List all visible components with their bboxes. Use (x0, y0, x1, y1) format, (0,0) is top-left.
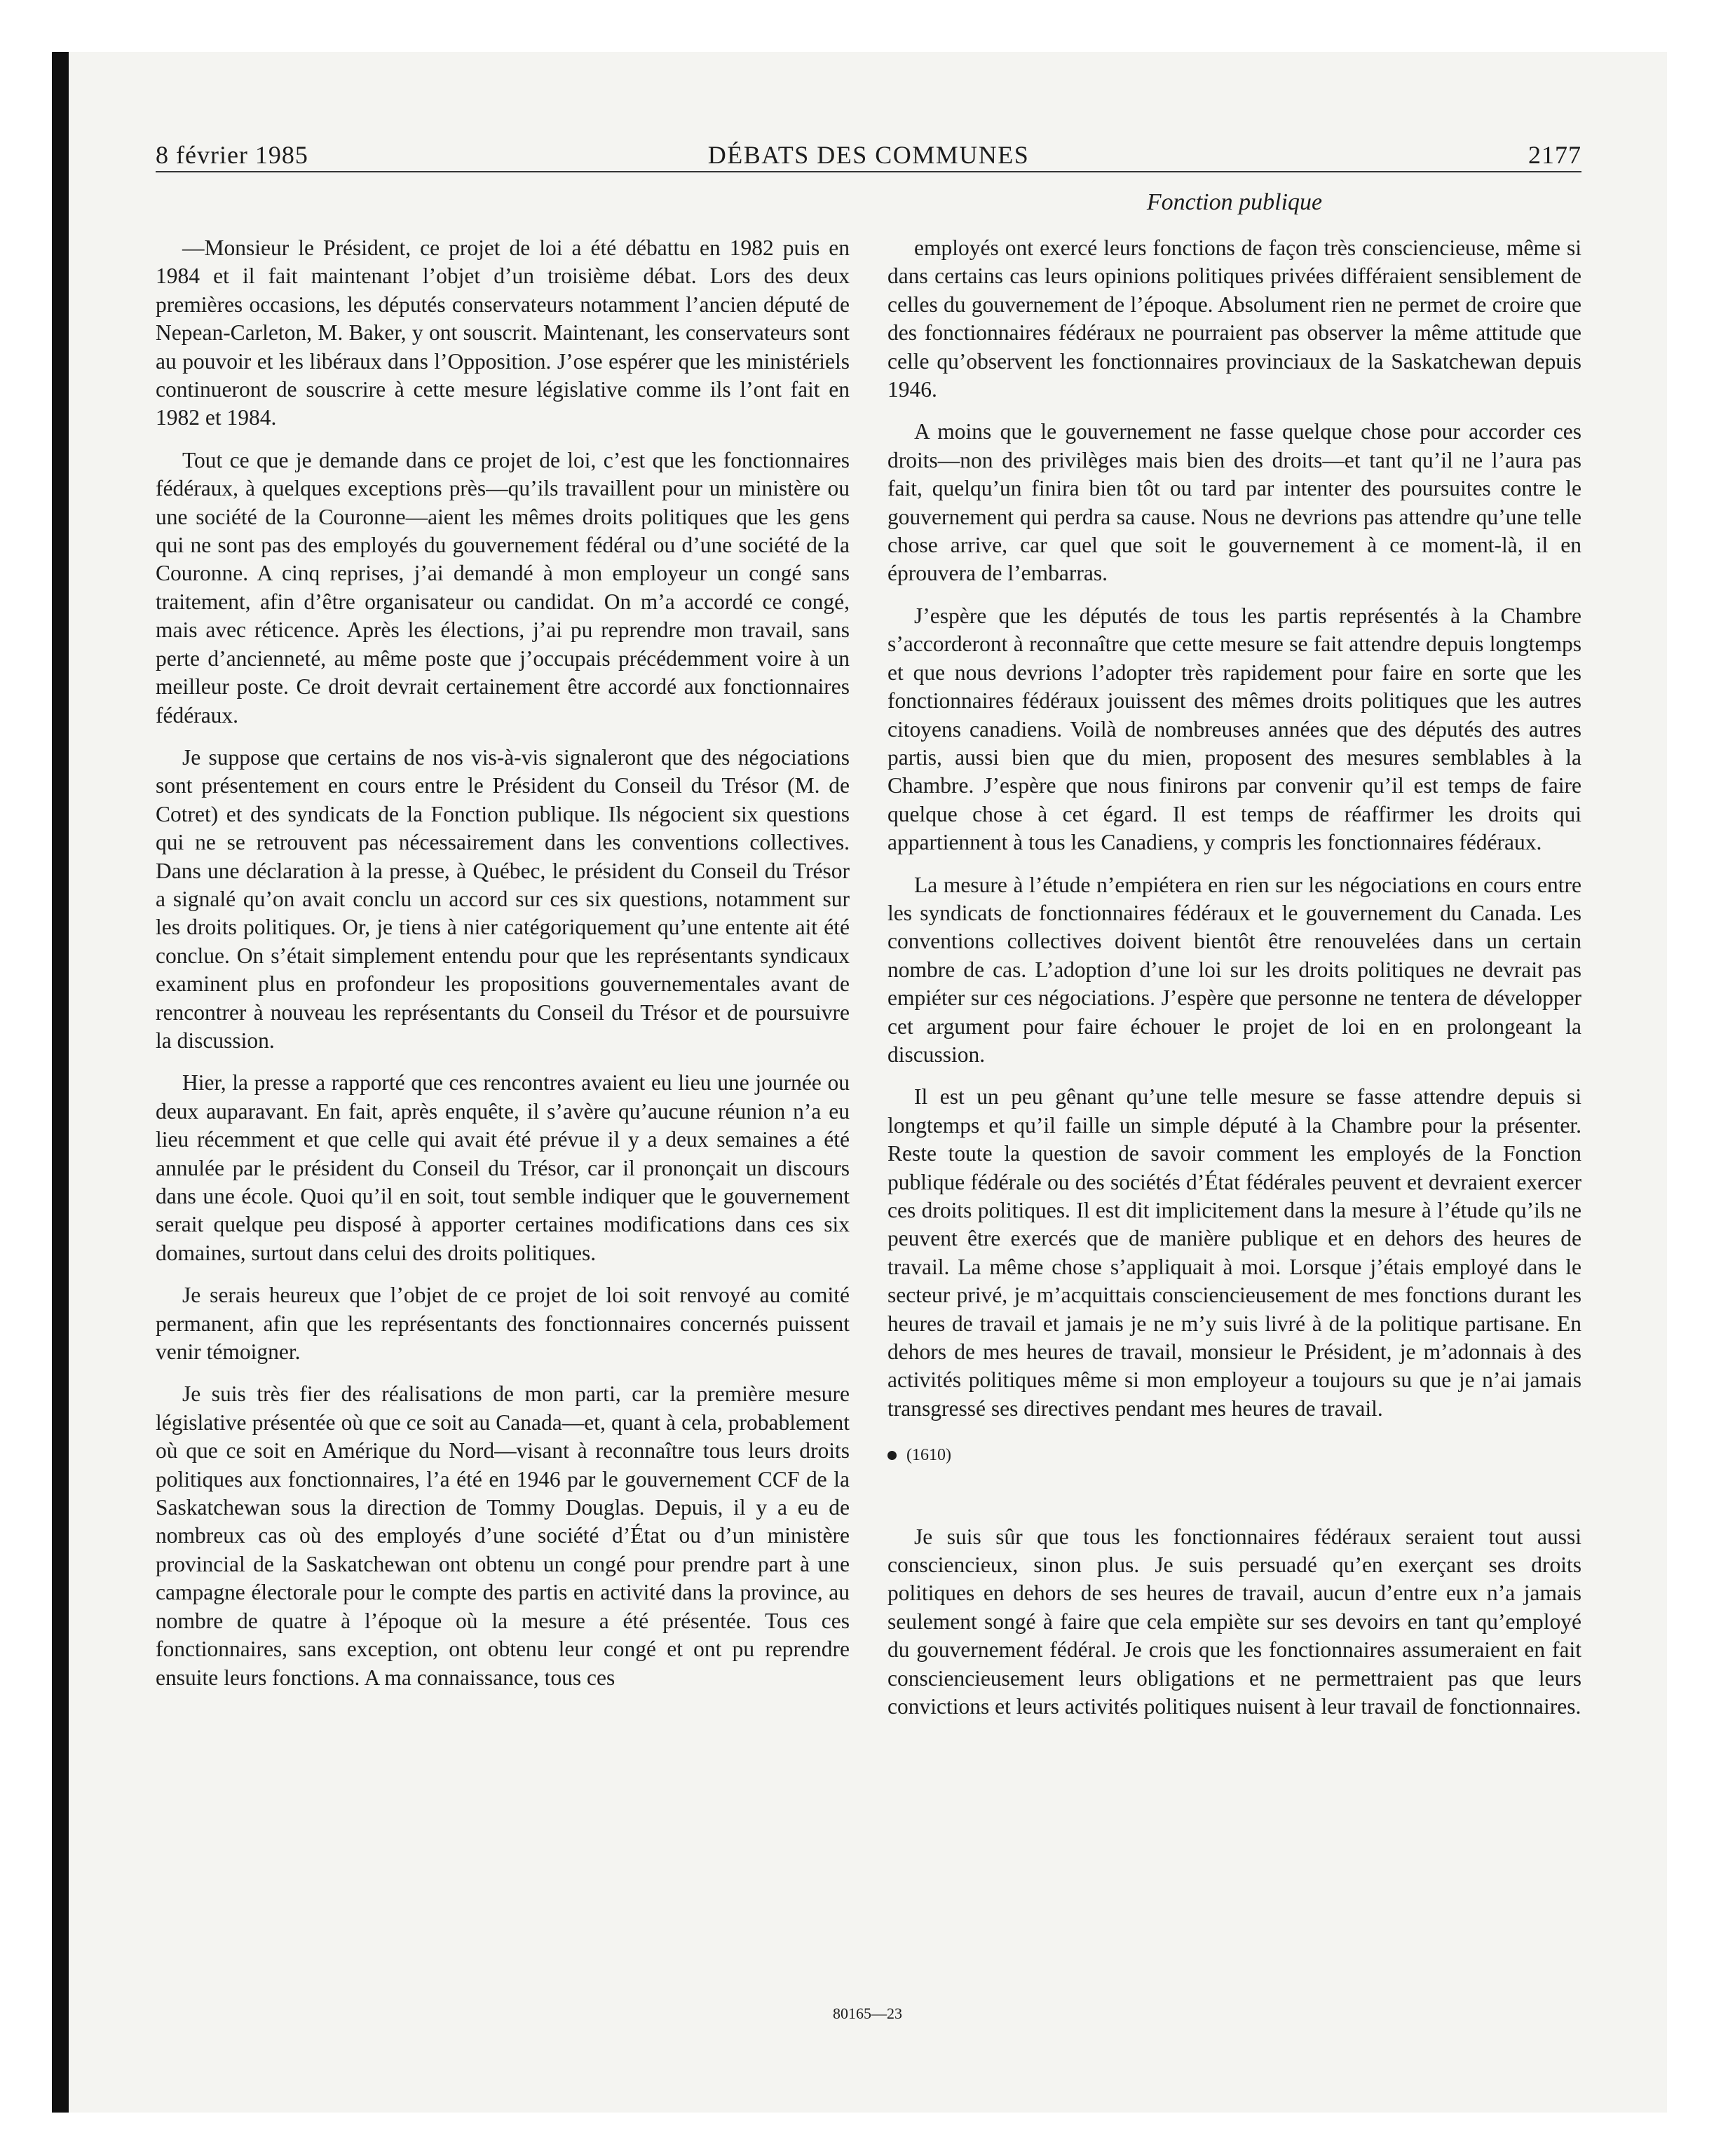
page-number: 2177 (1528, 141, 1581, 169)
scan-edge (52, 52, 69, 2113)
paragraph: Hier, la presse a rapporté que ces rencontres avaient eu lieu une journée ou deux auparavant. En fait, après enquête, il s’avère qu’aucune réunion n’a eu lieu récemment et que celle qui avait été prévue il y a deux semaines a été annulée par le président du Conseil du Trésor, car il prononçait un discours dans une école. Quoi qu’il en soit, tout semble indiquer que le gouvernement serait quelque peu disposé à apporter certaines modifications dans ces six domaines, surtout dans celui des droits politiques. (156, 1070, 850, 1265)
section-heading: Fonction publique (1146, 189, 1323, 215)
paragraph: Je suis sûr que tous les fonctionnaires fédéraux seraient tout aussi consciencieux, sinon plus. Je suis persuadé qu’en exerçant ses droits politiques en dehors de ses heures de travail, aucun d’entre eux n’a jamais seulement songé à faire que cela empiète sur ses devoirs en tant qu’employé du gouvernement fédéral. Je crois que les fonctionnaires assumeraient en fait consciencieusement leurs obligations et ne permettraient pas que leurs convictions et leurs activités politiques nuisent à leur travail de fonctionnaires. (887, 1524, 1581, 1719)
paragraph: Tout ce que je demande dans ce projet de loi, c’est que les fonctionnaires fédéraux, à quelques exceptions près—qu’ils travaillent pour un ministère ou une société de la Couronne—aient les mêmes droits politiques que les gens qui ne sont pas des employés du gouvernement fédéral ou d’une société de la Couronne. A cinq reprises, j’ai demandé à mon employeur un congé sans traitement, afin d’être organisateur ou candidat. On m’a accordé ce congé, mais avec réticence. Après les élections, j’ai pu reprendre mon travail, sans perte d’ancienneté, au même poste que j’occupais précédemment voire à un meilleur poste. Ce droit devrait certainement être accordé aux fonctionnaires fédéraux. (156, 447, 850, 728)
footer-code: 80165—23 (833, 2005, 902, 2022)
paragraph: —Monsieur le Président, ce projet de loi a été débattu en 1982 puis en 1984 et il fait maintenant l’objet d’un troisième débat. Lors des deux premières occasions, les députés conservateurs notamment l’ancien député de Nepean-Carleton, M. Baker, y ont souscrit. Maintenant, les conservateurs sont au pouvoir et les libéraux dans l’Opposition. J’ose espérer que les ministériels continueront de souscrire à cette mesure législative comme ils l’ont fait en 1982 et 1984. (156, 236, 850, 430)
header-rule (156, 171, 1581, 172)
paragraph: A moins que le gouvernement ne fasse quelque chose pour accorder ces droits—non des privilèges mais bien des droits—et tant qu’il ne l’aura pas fait, quelqu’un finira bien tôt ou tard par intenter des poursuites contre le gouvernement qui perdra sa cause. Nous ne devrions pas attendre qu’une telle chose arrive, car quel que soit le gouvernement à ce moment-là, il en éprouvera de l’embarras. (887, 419, 1581, 586)
paragraph: Je suppose que certains de nos vis-à-vis signaleront que des négociations sont présentement en cours entre le Président du Conseil du Trésor (M. de Cotret) et des syndicats de la Fonction publique. Ils négocient six questions qui ne se retrouvent pas nécessairement dans les conventions collectives. Dans une déclaration à la presse, à Québec, le président du Conseil du Trésor a signalé qu’on avait conclu un accord sur ces six questions, notamment sur les droits politiques. Or, je tiens à nier catégoriquement qu’une entente ait été conclue. On s’était simplement entendu pour que les représentants syndicaux examinent plus en profondeur les propositions gouvernementales avant de rencontrer à nouveau les représentants du Conseil du Trésor et de poursuivre la discussion. (156, 744, 850, 1053)
left-column (156, 234, 850, 1706)
time-marker-label: (1610) (906, 1446, 951, 1465)
paragraph: Je serais heureux que l’objet de ce projet de loi soit renvoyé au comité permanent, afin que les représentants des fonctionnaires concernés puissent venir témoigner. (156, 1283, 850, 1365)
paragraph: Je suis très fier des réalisations de mon parti, car la première mesure législative présentée où que ce soit au Canada—et, quant à cela, probablement où que ce soit en Amérique du Nord—visant à reconnaître tous leurs droits politiques aux fonctionnaires, l’a été en 1946 par le gouvernement CCF de la Saskatchewan sous la direction de Tommy Douglas. Depuis, il y a eu de nombreux cas où des employés d’une société d’État ou d’un ministère provincial de la Saskatchewan ont obtenu un congé pour prendre part à une campagne électorale pour le compte des partis en activité dans la province, au nombre de quatre à l’époque où la mesure a été présentée. Tous ces fonctionnaires, sans exception, ont obtenu leur congé et ont pu reprendre ensuite leurs fonctions. A ma connaissance, tous ces (156, 1381, 850, 1690)
right-column (887, 234, 1581, 1735)
time-marker (887, 1441, 1581, 1469)
paragraph: employés ont exercé leurs fonctions de façon très consciencieuse, même si dans certains cas leurs opinions politiques privées différaient sensiblement de celles du gouvernement de l’époque. Absolument rien ne permet de croire que des fonctionnaires fédéraux ne pourraient pas observer la même attitude que celle qu’observent les fonctionnaires provinciaux de la Saskatchewan depuis 1946. (887, 236, 1581, 402)
paragraph: J’espère que les députés de tous les partis représentés à la Chambre s’accorderont à reconnaître que cette mesure se fait attendre depuis longtemps et que nous devrions l’adopter très rapidement pour faire en sorte que les fonctionnaires fédéraux jouissent des mêmes droits politiques que les autres citoyens canadiens. Voilà de nombreuses années que des députés des autres partis, aussi bien que du mien, proposent des mesures semblables à la Chambre. J’espère que nous finirons par convenir qu’il est temps de faire quelque chose à cet égard. Il est temps de réaffirmer les droits qui appartiennent à tous les Canadiens, y compris les fonctionnaires fédéraux. (887, 603, 1581, 855)
paragraph: Il est un peu gênant qu’une telle mesure se fasse attendre depuis si longtemps et qu’il faille un simple député à la Chambre pour la présenter. Reste toute la question de savoir comment les employés de la Fonction publique fédérale ou des sociétés d’État fédérales peuvent et devraient exercer ces droits politiques. Il est dit implicitement dans la mesure à l’étude qu’ils ne peuvent être exercés que de manière publique et en dehors des heures de travail. La même chose s’appliquait à moi. Lorsque j’étais employé dans le secteur privé, je m’acquittais consciencieusement de mes fonctions durant les heures de travail et jamais je ne m’y suis livré à de la politique partisane. En dehors de mes heures de travail, monsieur le Président, je m’adonnais à des activités politiques même si mon employeur a toujours su que je n’ai jamais transgressé ses directives pendant mes heures de travail. (887, 1084, 1581, 1421)
bullet-icon (887, 1451, 897, 1460)
header-date: 8 février 1985 (156, 141, 308, 169)
header-title: DÉBATS DES COMMUNES (707, 141, 1030, 169)
paragraph: La mesure à l’étude n’empiétera en rien sur les négociations en cours entre les syndicats de fonctionnaires fédéraux et le gouvernement du Canada. Les conventions collectives doivent bientôt être renouvelées dans un certain nombre de cas. L’adoption d’une loi sur les droits politiques ne devrait pas empiéter sur ces négociations. J’espère que personne ne tentera de développer cet argument pour faire échouer le projet de loi en en prolongeant la discussion. (887, 872, 1581, 1067)
